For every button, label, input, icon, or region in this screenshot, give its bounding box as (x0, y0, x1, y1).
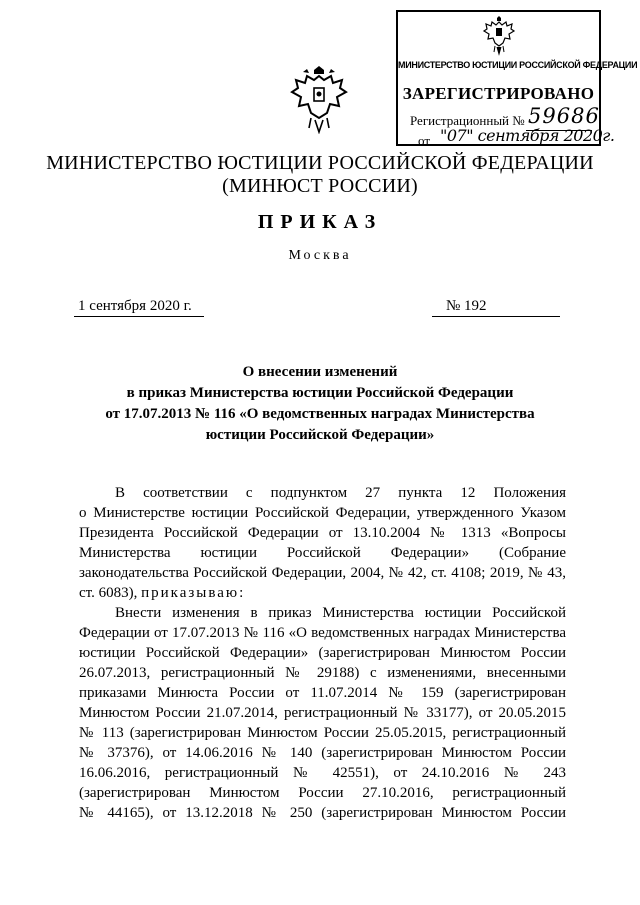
stamp-reg-label: Регистрационный № (410, 113, 525, 128)
document-date: 1 сентября 2020 г. (78, 298, 192, 314)
date-underline (74, 316, 204, 317)
title-line: О внесении изменений (242, 364, 398, 380)
body-line: 16.06.2016, регистрационный № 42551), от 24.10.2016 № 243 (79, 765, 566, 781)
ministry-name: МИНИСТЕРСТВО ЮСТИЦИИ РОССИЙСКОЙ ФЕДЕРАЦИИ (46, 152, 594, 174)
title-line: от 17.07.2013 № 116 «О ведомственных наградах Министерства (105, 406, 535, 422)
body-line: приказами Минюста России от 11.07.2014 № 159 (зарегистрирован (79, 685, 566, 701)
city: Москва (288, 248, 352, 263)
document-type: ПРИКАЗ (257, 211, 383, 233)
body-line: 26.07.2013, регистрационный № 29188) с изменениями, внесенными (79, 665, 566, 681)
body-line: № 44165), от 13.12.2018 № 250 (зарегистрирован Минюстом России (79, 805, 566, 821)
body-line (79, 584, 566, 602)
stamp-ministry-name: МИНИСТЕРСТВО ЮСТИЦИИ РОССИЙСКОЙ ФЕДЕРАЦИИ (398, 60, 638, 70)
body-line: Минюстом России 21.07.2014, регистрационный № 33177), от 20.05.2015 (79, 705, 566, 721)
body-line: № 113 (зарегистрирован Минюстом России 25.05.2015, регистрационный (79, 725, 566, 741)
stamp-date-value: "07" сентября 2020г. (440, 126, 615, 145)
stamp-status: ЗАРЕГИСТРИРОВАНО (402, 84, 595, 103)
body-line: Внести изменения в приказ Министерства юстиции Российской (115, 605, 566, 621)
body-text: ст. 6083), (79, 585, 138, 601)
body-line: юстиции Российской Федерации» (зарегистрирован Минюстом России (79, 645, 566, 661)
eagle-emblem-icon (482, 16, 516, 56)
body-line: о Министерстве юстиции Российской Федерации, утвержденного Указом (79, 505, 566, 521)
body-line: законодательства Российской Федерации, 2004, № 42, ст. 4108; 2019, № 43, (79, 565, 566, 581)
body-line: Министерства юстиции Российской Федерации» (Собрание (79, 545, 566, 561)
stamp-reg-number: 59686 (528, 104, 600, 128)
body-line: В соответствии с подпунктом 27 пункта 12 Положения (115, 485, 566, 501)
document-number: № 192 (446, 298, 487, 314)
title-line: в приказ Министерства юстиции Российской Федерации (126, 385, 514, 401)
body-line: Президента Российской Федерации от 13.10.2004 № 1313 «Вопросы (79, 525, 566, 541)
order-word: приказываю: (141, 585, 246, 601)
number-underline (432, 316, 560, 317)
title-line: юстиции Российской Федерации» (205, 427, 435, 443)
body-line: Федерации от 17.07.2013 № 116 «О ведомственных наградах Министерства (79, 625, 566, 641)
body-line: (зарегистрирован Минюстом России 27.10.2016, регистрационный (79, 785, 566, 801)
body-line: № 37376), от 14.06.2016 № 140 (зарегистрирован Минюстом России (79, 745, 566, 761)
coat-of-arms-icon (289, 66, 349, 134)
stamp-date-label: от (418, 133, 431, 148)
registration-stamp (396, 10, 638, 148)
ministry-short-name: (МИНЮСТ РОССИИ) (222, 175, 418, 197)
